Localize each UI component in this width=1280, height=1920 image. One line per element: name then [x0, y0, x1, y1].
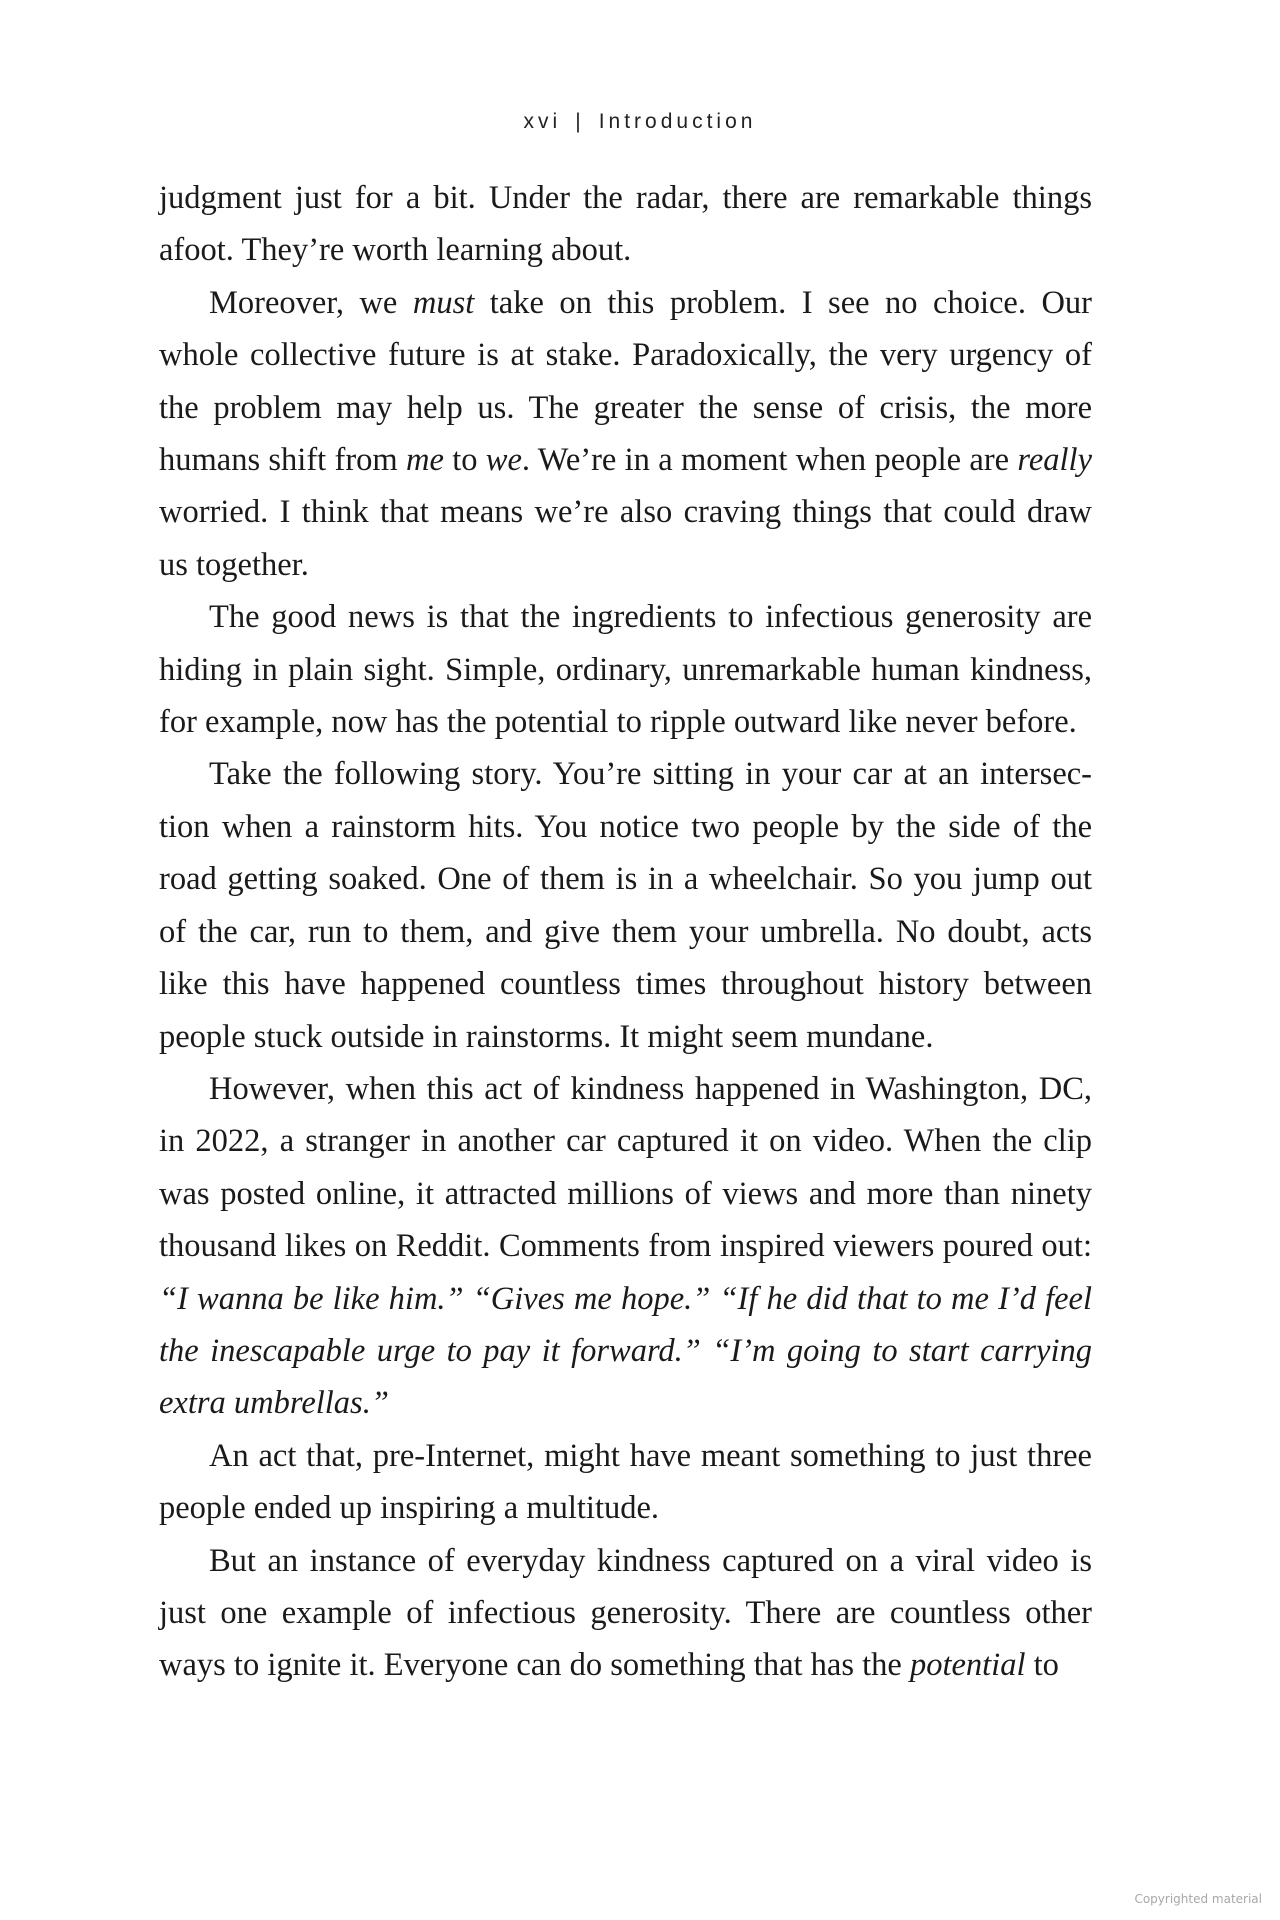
section-title: Introduction — [598, 110, 757, 133]
paragraph-3-text: The good news is that the ingredients to infectious generosity are hiding in plain sight. Simple, ordinary, unremarkable human kindness, for example, now has the potential to ripple outward like never before. — [159, 599, 1092, 741]
paragraph-5-quotes: “I wanna be like him.” “Gives me hope.” “If he did that to me I’d feel the inescapable urge to pay it forward.” “I’m going to start carrying extra umbrellas.” — [159, 1280, 1092, 1422]
paragraph-7-emphasis-potential: potential — [909, 1647, 1026, 1684]
paragraph-1-text: judgment just for a bit. Under the radar, there are remarkable things afoot. They’re worth learning about. — [159, 180, 1092, 269]
paragraph-7 — [159, 1535, 1092, 1692]
paragraph-5 — [159, 1063, 1092, 1430]
copyright-notice: Copyrighted material — [1134, 1892, 1262, 1906]
running-head — [0, 110, 1280, 134]
paragraph-2-text-c: take on this problem. I see no choice. Our whole collective future is at stake. Paradoxically, the very urgency of the problem may help us. The greater the sense of crisis, the more humans shift from — [159, 284, 1093, 479]
paragraph-7-text-c: to — [1025, 1647, 1059, 1684]
paragraph-6 — [159, 1430, 1092, 1535]
paragraph-7-text-a: But an instance of everyday kindness captured on a viral video is just one example of infectious generosity. There are countless other ways to ignite it. Everyone can do something that has the — [159, 1542, 1092, 1684]
paragraph-2-emphasis-me: me — [405, 442, 444, 479]
paragraph-2-emphasis-must: must — [412, 284, 475, 321]
paragraph-4-text: Take the following story. You’re sitting in your car at an intersection when a rainstorm hits. You notice two people by the side of the road getting soaked. One of them is in a wheelchair. So you jump out of the car, run to them, and give them your umbrella. No doubt, acts like this have happened countless times throughout history between people stuck outside in rainstorms. It might seem mundane. — [159, 756, 1092, 1055]
paragraph-2-emphasis-we: we — [485, 442, 522, 479]
paragraph-4 — [159, 748, 1092, 1062]
paragraph-6-text: An act that, pre-Internet, might have meant something to just three people ended up inspiring a multitude. — [159, 1437, 1092, 1527]
header-separator: | — [575, 110, 585, 133]
paragraph-2-emphasis-really: really — [1017, 442, 1092, 479]
page-number: xvi — [523, 110, 562, 133]
paragraph-2-text-g: . We’re in a moment when people are — [521, 442, 1018, 479]
paragraph-2-text-a: Moreover, we — [209, 284, 413, 321]
paragraph-5-text: However, when this act of kindness happened in Washington, DC, in 2022, a stranger in another car captured it on video. When the clip was posted online, it attracted millions of views and more than ninety thousand likes on Reddit. Comments from inspired viewers poured out: — [159, 1070, 1092, 1265]
paragraph-2-text-i: worried. I think that means we’re also craving things that could draw us together. — [159, 494, 1092, 583]
paragraph-3 — [159, 591, 1092, 748]
body-text — [159, 172, 1092, 1692]
paragraph-2 — [159, 277, 1092, 591]
paragraph-2-text-e: to — [443, 442, 486, 479]
paragraph-1 — [159, 172, 1092, 277]
